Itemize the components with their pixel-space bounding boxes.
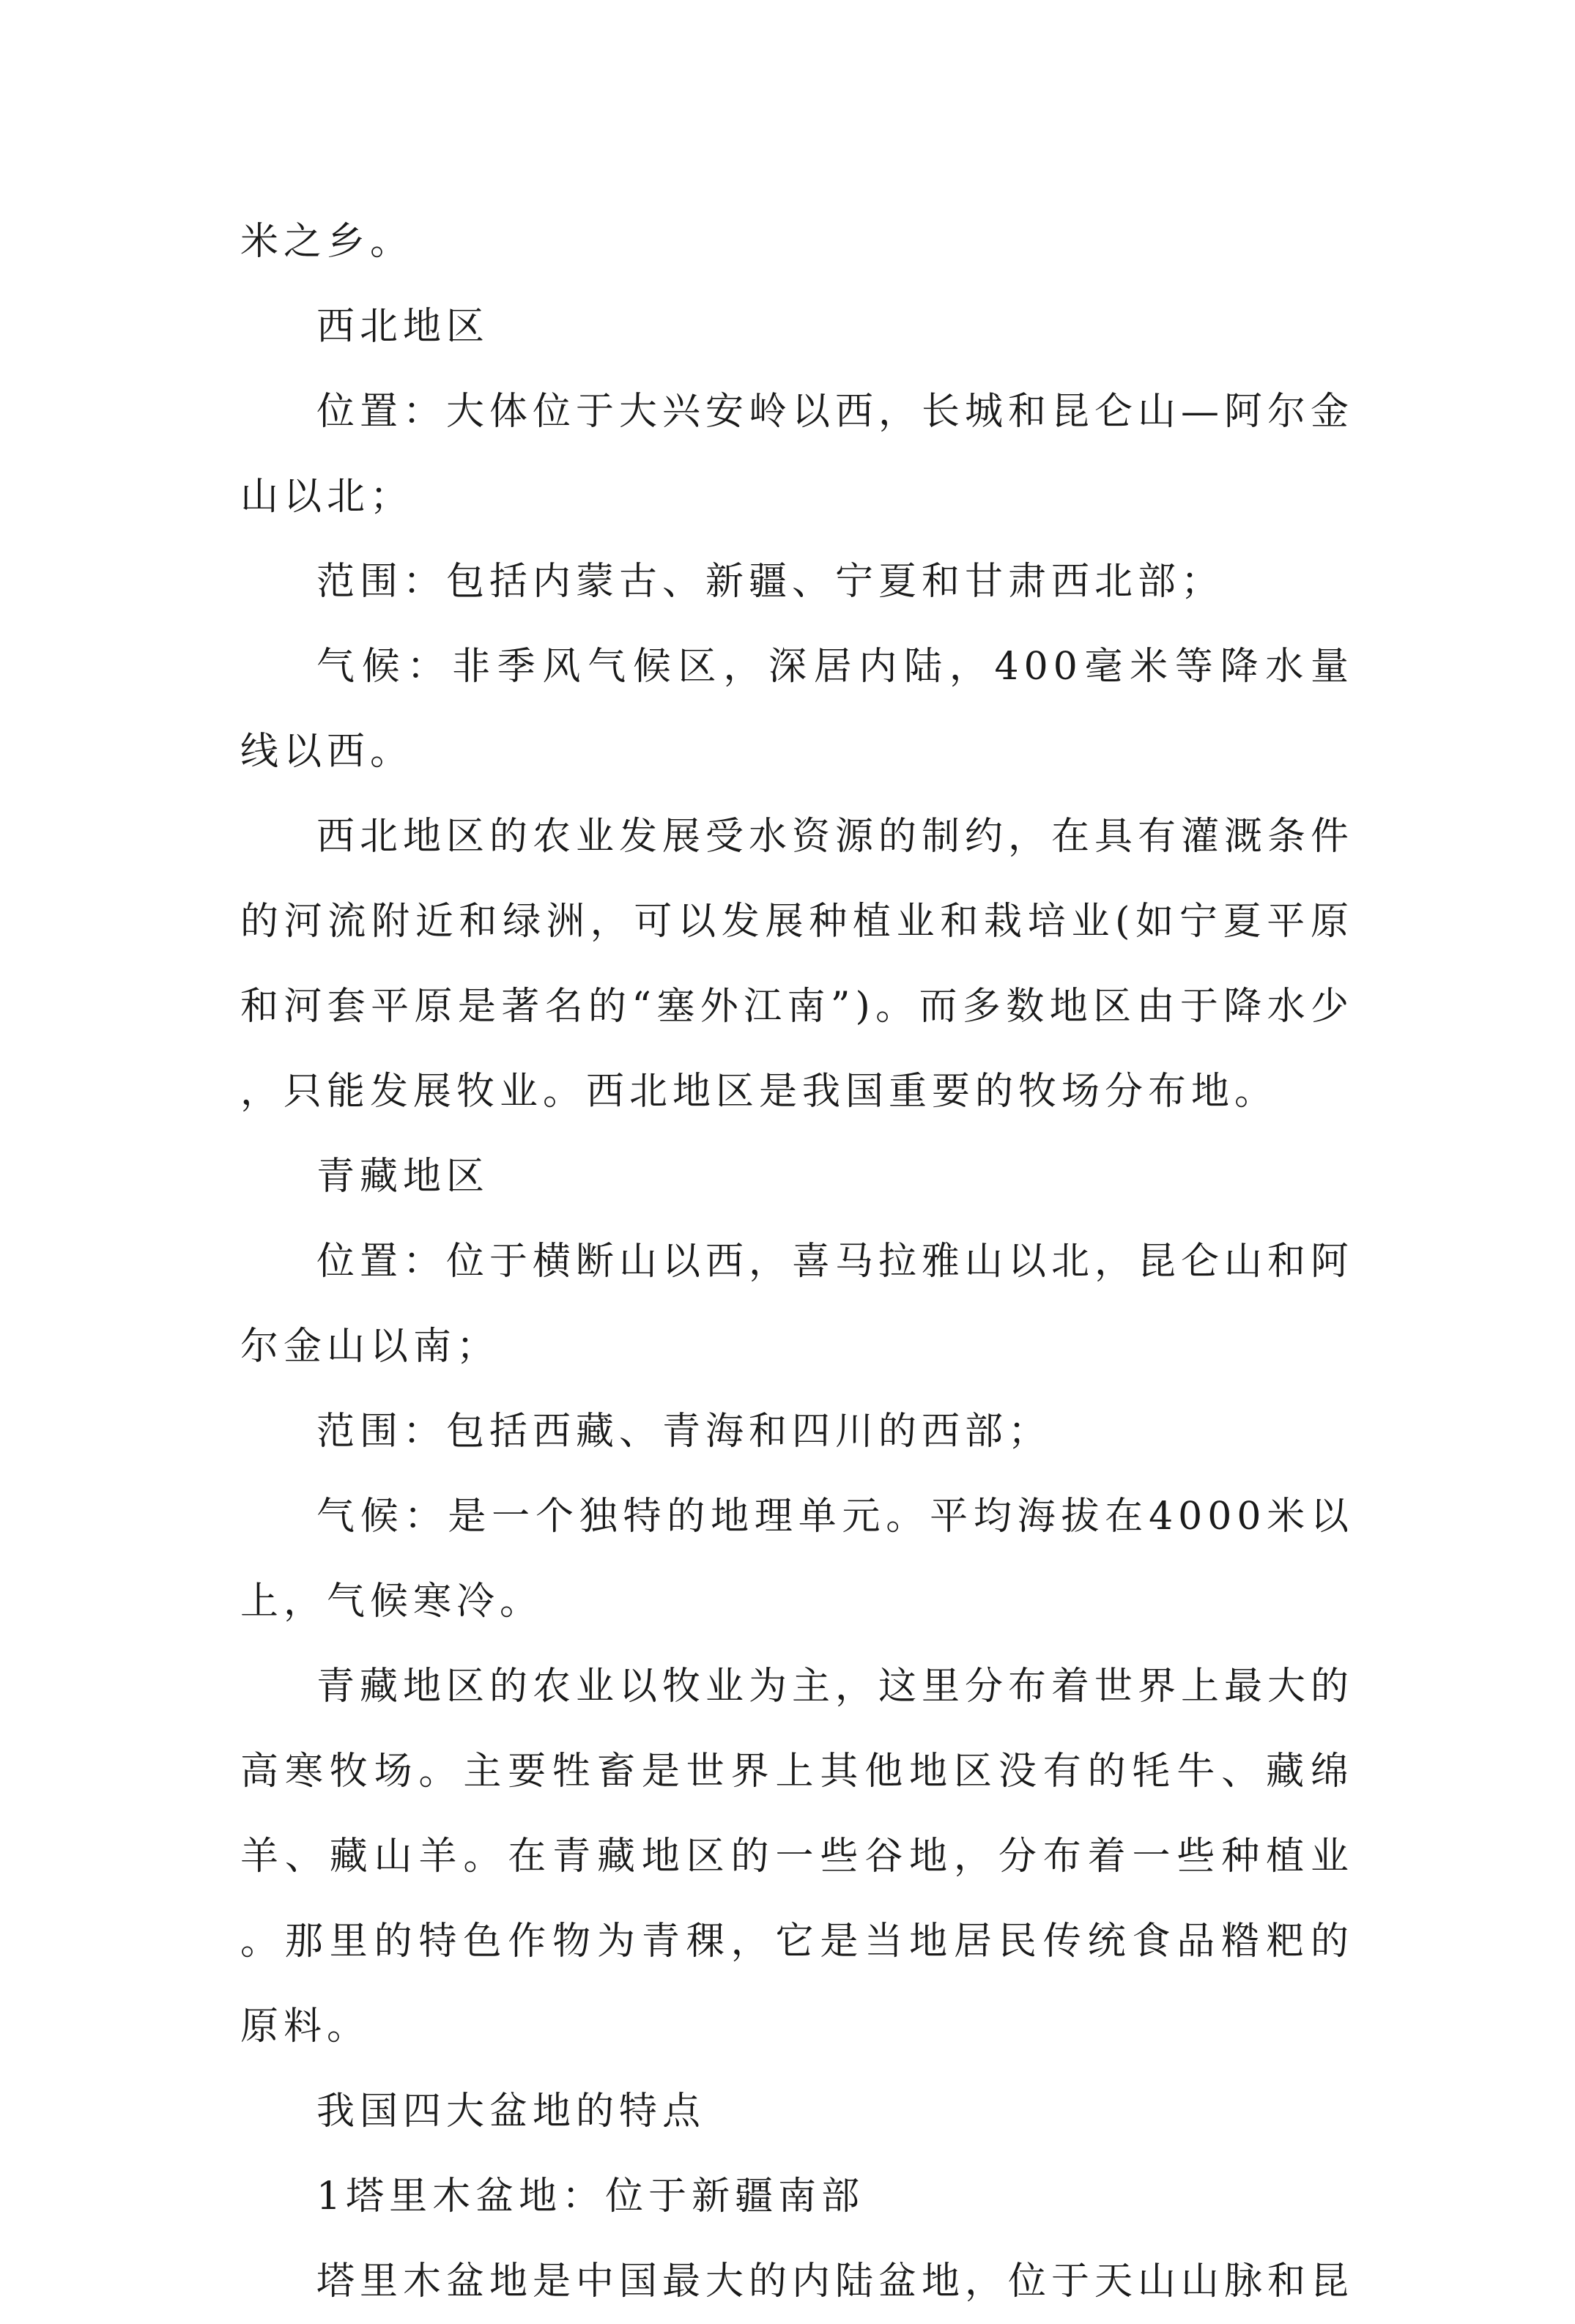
body-text bbox=[240, 199, 1354, 2324]
paragraph-northwest-agriculture: 西北地区的农业发展受水资源的制约，在具有灌溉条件的河流附近和绿洲，可以发展种植业和栽培业(如宁夏平原和河套平原是著名的“塞外江南”)。而多数地区由于降水少，只能发展牧业。西北地区是我国重要的牧场分布地。 bbox=[240, 815, 1354, 1114]
section-heading-qinghai-tibet: 青藏地区 bbox=[316, 1155, 490, 1199]
paragraph-northwest-scope: 范围：包括内蒙古、新疆、宁夏和甘肃西北部； bbox=[316, 560, 1225, 604]
paragraph-qinghai-tibet-location: 位置：位于横断山以西，喜马拉雅山以北，昆仑山和阿尔金山以南； bbox=[240, 1240, 1354, 1369]
section-heading-four-basins: 我国四大盆地的特点 bbox=[316, 2090, 706, 2134]
paragraph-northwest-location: 位置：大体位于大兴安岭以西，长城和昆仑山—阿尔金山以北； bbox=[240, 390, 1354, 519]
paragraph-northwest-climate: 气候：非季风气候区，深居内陆，400毫米等降水量线以西。 bbox=[240, 645, 1354, 774]
paragraph-continuation: 米之乡。 bbox=[240, 220, 414, 264]
subheading-tarim-basin: 1塔里木盆地：位于新疆南部 bbox=[316, 2175, 865, 2218]
paragraph-qinghai-tibet-agriculture: 青藏地区的农业以牧业为主，这里分布着世界上最大的高寒牧场。主要牲畜是世界上其他地区没有的牦牛、藏绵羊、藏山羊。在青藏地区的一些谷地，分布着一些种植业。那里的特色作物为青稞，它是当地居民传统食品糌粑的原料。 bbox=[240, 1665, 1354, 2049]
paragraph-tarim-basin: 塔里木盆地是中国最大的内陆盆地，位于天山山脉和昆 bbox=[316, 2260, 1354, 2303]
paragraph-qinghai-tibet-climate: 气候：是一个独特的地理单元。平均海拔在4000米以上，气候寒冷。 bbox=[240, 1495, 1354, 1624]
paragraph-qinghai-tibet-scope: 范围：包括西藏、青海和四川的西部； bbox=[316, 1410, 1052, 1454]
section-heading-northwest: 西北地区 bbox=[316, 305, 490, 349]
